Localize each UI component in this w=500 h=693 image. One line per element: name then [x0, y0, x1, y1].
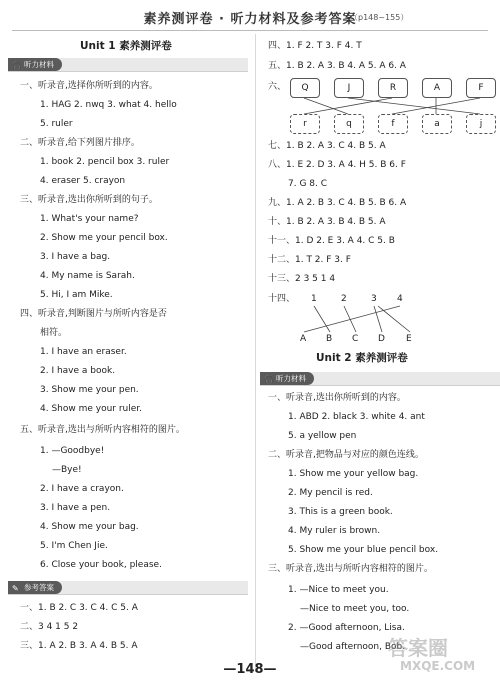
unit1-title: Unit 1 素养测评卷	[80, 40, 172, 52]
match-line	[344, 306, 356, 332]
list-item: 4. My name is Sarah.	[40, 271, 135, 281]
pencil-icon: ✎	[12, 584, 19, 593]
match-letter: C	[352, 334, 359, 344]
list-item: 4. Show me your bag.	[40, 522, 139, 532]
list-item: 5. ruler	[40, 119, 73, 129]
match-number: 3	[371, 294, 377, 304]
answer-line: 十三、2 3 5 1 4	[268, 274, 336, 284]
match-letter: B	[326, 334, 333, 344]
upper-letter-box: F	[466, 78, 496, 98]
list-item: 二、听录音,给下列图片排序。	[20, 138, 140, 148]
list-item: 一、听录音,选择你所听到的内容。	[20, 81, 158, 91]
match-line	[304, 98, 348, 114]
match-number: 2	[341, 294, 347, 304]
watermark-main: 答案圈	[388, 636, 448, 660]
letter-match-lines	[258, 97, 500, 115]
match-number: 1	[311, 294, 317, 304]
answer-line: 四、1. F 2. T 3. F 4. T	[268, 41, 362, 51]
lower-letter-box: a	[422, 114, 452, 134]
answer-line: 五、1. B 2. A 3. B 4. A 5. A 6. A	[268, 61, 406, 71]
answer-line: 十一、1. D 2. E 3. A 4. C 5. B	[268, 236, 395, 246]
page-range: （p148~155）	[350, 13, 409, 22]
listening-tag-2	[260, 372, 314, 385]
header-rule	[12, 30, 488, 31]
lower-letter-box: f	[378, 114, 408, 134]
answers-tag-label: 参考答案	[24, 583, 54, 592]
lower-letter-box: q	[334, 114, 364, 134]
list-item: 相符。	[40, 328, 68, 338]
listening-tag-bar	[8, 58, 248, 72]
match-number: 4	[397, 294, 403, 304]
page-number: —148—	[223, 662, 277, 677]
page-title: 素养测评卷 · 听力材料及参考答案	[143, 12, 357, 27]
upper-letter-box: R	[378, 78, 408, 98]
list-item: —Nice to meet you, too.	[300, 604, 410, 614]
list-item: 3. I have a pen.	[40, 503, 111, 513]
match-line	[304, 306, 400, 332]
list-item: 1. HAG 2. nwq 3. what 4. hello	[40, 100, 177, 110]
watermark-small: MXQE.COM	[400, 659, 476, 673]
list-item: 1. I have an eraser.	[40, 347, 127, 357]
list-item: 1. Show me your yellow bag.	[288, 469, 419, 479]
listening-tag-label: 听力材料	[276, 374, 306, 383]
match-line	[314, 306, 330, 332]
list-item: 一、听录音,选出你所听到的内容。	[268, 393, 406, 403]
list-item: 6. Close your book, please.	[40, 560, 162, 570]
match-letter: D	[378, 334, 385, 344]
list-item: 1. —Nice to meet you.	[288, 585, 389, 595]
list-item: 四、听录音,判断图片与所听内容是否	[20, 309, 167, 319]
list-item: 1. ABD 2. black 3. white 4. ant	[288, 412, 425, 422]
list-item: 1. —Goodbye!	[40, 446, 105, 456]
answer-line: 十四、	[268, 294, 296, 304]
listening-tag-bar-2	[260, 372, 500, 386]
list-item: 4. My ruler is brown.	[288, 526, 381, 536]
list-item: 二、听录音,把物品与对应的颜色连线。	[268, 450, 424, 460]
list-item: 2. —Good afternoon, Lisa.	[288, 623, 405, 633]
page-header	[0, 0, 500, 30]
listening-tag-label: 听力材料	[24, 60, 54, 69]
list-item: 1. book 2. pencil box 3. ruler	[40, 157, 170, 167]
answer-line: 7. G 8. C	[288, 179, 328, 189]
lower-letter-box: j	[466, 114, 496, 134]
column-divider	[255, 34, 256, 672]
answers-tag	[8, 581, 62, 594]
list-item: 2. My pencil is red.	[288, 488, 373, 498]
match-line	[348, 98, 480, 114]
upper-letter-box: J	[334, 78, 364, 98]
answer-line: 七、1. B 2. A 3. C 4. B 5. A	[268, 141, 386, 151]
match-letter: E	[406, 334, 412, 344]
answer-line: 六、	[268, 82, 287, 92]
match-letter: A	[300, 334, 307, 344]
headphones-icon: 🎧	[264, 375, 274, 384]
list-item: 5. I'm Chen Jie.	[40, 541, 108, 551]
list-item: 五、听录音,选出与所听内容相符的图片。	[20, 425, 185, 435]
list-item: 2. Show me your pencil box.	[40, 233, 168, 243]
list-item: 5. a yellow pen	[288, 431, 357, 441]
list-item: 5. Hi, I am Mike.	[40, 290, 113, 300]
list-item: 3. Show me your pen.	[40, 385, 139, 395]
list-item: 2. I have a crayon.	[40, 484, 124, 494]
list-item: —Bye!	[52, 465, 82, 475]
match-line	[378, 306, 410, 332]
unit2-title: Unit 2 素养测评卷	[316, 352, 408, 364]
listening-tag	[8, 58, 62, 71]
answer-line: 十、1. B 2. A 3. B 4. B 5. A	[268, 217, 386, 227]
answer-line: 九、1. A 2. B 3. C 4. B 5. B 6. A	[268, 198, 407, 208]
headphones-icon: 🎧	[12, 61, 22, 70]
list-item: 5. Show me your blue pencil box.	[288, 545, 439, 555]
answer-line: 二、3 4 1 5 2	[20, 622, 79, 632]
list-item: 1. What's your name?	[40, 214, 139, 224]
list-item: —Good afternoon, Bob.	[300, 642, 406, 652]
match-line	[374, 306, 382, 332]
number-match-lines	[258, 305, 500, 333]
list-item: 2. I have a book.	[40, 366, 116, 376]
lower-letter-box: r	[290, 114, 320, 134]
answer-line: 十二、1. T 2. F 3. F	[268, 255, 351, 265]
list-item: 3. I have a bag.	[40, 252, 111, 262]
list-item: 4. Show me your ruler.	[40, 404, 143, 414]
list-item: 3. This is a green book.	[288, 507, 393, 517]
answer-line: 三、1. A 2. B 3. A 4. B 5. A	[20, 641, 138, 651]
list-item: 4. eraser 5. crayon	[40, 176, 126, 186]
answer-line: 一、1. B 2. C 3. C 4. C 5. A	[20, 603, 138, 613]
answer-line: 八、1. E 2. D 3. A 4. H 5. B 6. F	[268, 160, 406, 170]
list-item: 三、听录音,选出你所听到的句子。	[20, 195, 158, 205]
upper-letter-box: Q	[290, 78, 320, 98]
match-line	[304, 98, 392, 114]
upper-letter-box: A	[422, 78, 452, 98]
list-item: 三、听录音,选出与所听内容相符的图片。	[268, 564, 433, 574]
answers-tag-bar	[8, 581, 248, 595]
